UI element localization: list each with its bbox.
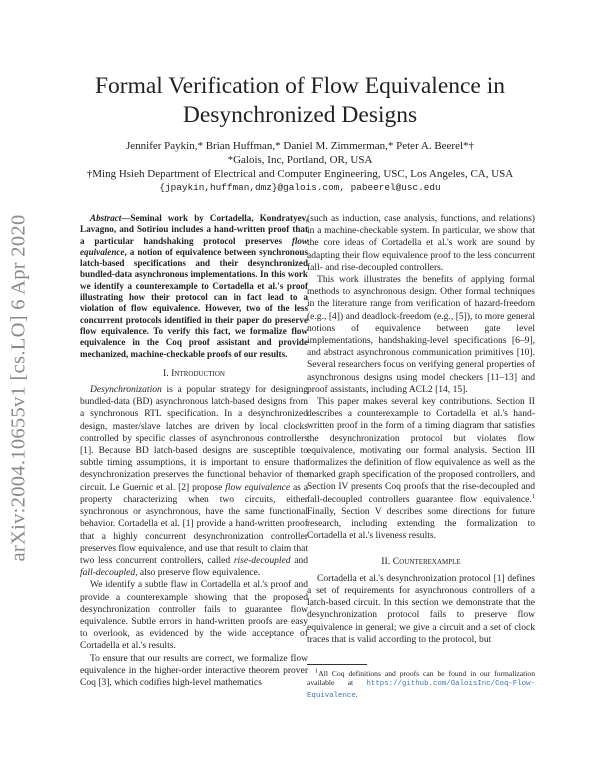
arxiv-stamp: arXiv:2004.10655v1 [cs.LO] 6 Apr 2020 [7, 214, 30, 562]
footnote: $^1$All Coq definitions and proofs can be found in our formalization available at https://github.com/GaloisInc/Coq-Flow-Equivalence. [307, 667, 535, 700]
intro-paragraph-3-cont: (such as induction, case analysis, functions, and relations) in a machine-checkable system. In particular, we show that the core ideas of Cortadella et al.'s work are sound by adapting their flow equivalence proof to the less concurrent fall- and rise-decoupled controllers. [307, 213, 535, 273]
emails: {jpaykin,huffman,dmz}@galois.com, pabeerel@usc.edu [159, 182, 441, 193]
footnote-rule [307, 664, 367, 665]
intro-paragraph-5: This paper makes several key contributions. Section II describes a counterexample to Cortadella et al.'s hand-written proof in the form of a timing diagram that satisfies the desynchronization protocol but violates flow equivalence, motivating our formal analysis. Section III formalizes the definition of flow equivalence as well as the marked graph specification of the proposed controllers, and Section IV presents Coq proofs that the rise-decoupled and fall-decoupled controllers guarantee flow equivalence.$^1$ Finally, Section V describes some directions for future research, including extending the formalization to Cortadella et al.'s liveness results. [307, 396, 535, 542]
intro-paragraph-3: To ensure that our results are correct, we formalize flow equivalence in the higher-order interactive theorem prover Coq [3], which codifies high-level mathematics [80, 652, 308, 688]
footnote-link[interactable]: https://github.com/GaloisInc/Coq-Flow-Equivalence [307, 680, 535, 700]
intro-paragraph-4: This work illustrates the benefits of applying formal methods to asynchronous design. Other formal techniques in the literature range from verification of hazard-freedom (e.g., [4]) and deadlock-freedom (e.g., [5]), to more general notions of equivalence between gate level implementations, handshaking-level specifications [6–9], and abstract asynchronous communication primitives [10]. Several researchers focus on verifying general properties of asynchronous designs using model checkers [11–13] and proof assistants, including ACL2 [14, 15]. [307, 274, 535, 395]
paper-title [0, 72, 600, 130]
counterexample-paragraph: Cortadella et al.'s desynchronization protocol [1] defines a set of requirements for asynchronous controllers of a latch-based circuit. In this section we demonstrate that the desynchronization protocol fails to preserve flow equivalence in general; we give a circuit and a set of clock traces that is valid according to the protocol, but [307, 572, 535, 645]
title-line-2: Desynchronized Designs [182, 102, 418, 128]
abstract: Abstract—Seminal work by Cortadella, Kondratyev, Lavagno, and Sotiriou includes a hand-written proof that a particular handshaking protocol preserves flow equivalence, a notion of equivalence between synchronous latch-based specifications and their desynchronized bundled-data asynchronous implementations. In this work we identify a counterexample to Cortadella et al.'s proof illustrating how their protocol can in fact lead to a violation of flow equivalence. However, two of the less concurrent protocols identified in their paper do preserve flow equivalence. To verify this fact, we formalize flow equivalence in the Coq proof assistant and provide mechanized, machine-checkable proofs of our results. [80, 213, 308, 359]
section-heading-introduction: I. Introduction [163, 367, 225, 379]
author-block [0, 139, 600, 195]
authors: Jennifer Paykin,* Brian Huffman,* Daniel M. Zimmerman,* Peter A. Beerel*† [125, 140, 475, 152]
affiliation-galois: *Galois, Inc, Portland, OR, USA [227, 154, 373, 166]
affiliation-usc: †Ming Hsieh Department of Electrical and Computer Engineering, USC, Los Angeles, CA, USA [86, 168, 514, 180]
intro-paragraph-1: Desynchronization is a popular strategy for designing bundled-data (BD) asynchronous latch-based designs from a synchronous RTL specification. In a desynchronized design, master/slave latches are driven by local clocks controlled by specific classes of asynchronous controllers [1]. Because BD latch-based designs are susceptible to subtle timing assumptions, it is important to ensure that desynchronization preserves the functional behavior of the circuit. Le Guernic et al. [2] propose flow equivalence as a property characterizing when two circuits, either synchronous or asynchronous, have the same functional behavior. Cortadella et al. [1] provide a hand-written proof that a highly concurrent desynchronization controller preserves flow equivalence, and use that result to claim that two less concurrent controllers, called rise-decoupled and fall-decoupled, also preserve flow equivalence. [80, 384, 308, 579]
right-column [307, 213, 535, 701]
title-line-1: Formal Verification of Flow Equivalence in [94, 73, 506, 99]
section-heading-counterexample: II. Counterexample [381, 556, 461, 568]
intro-paragraph-2: We identify a subtle flaw in Cortadella et al.'s proof and provide a counterexample showing that the proposed desynchronization controller fails to guarantee flow equivalence. Subtle errors in hand-written proofs are easy to overlook, as evidenced by the wide acceptance of Cortadella et al.'s results. [80, 579, 308, 652]
left-column [80, 213, 308, 689]
